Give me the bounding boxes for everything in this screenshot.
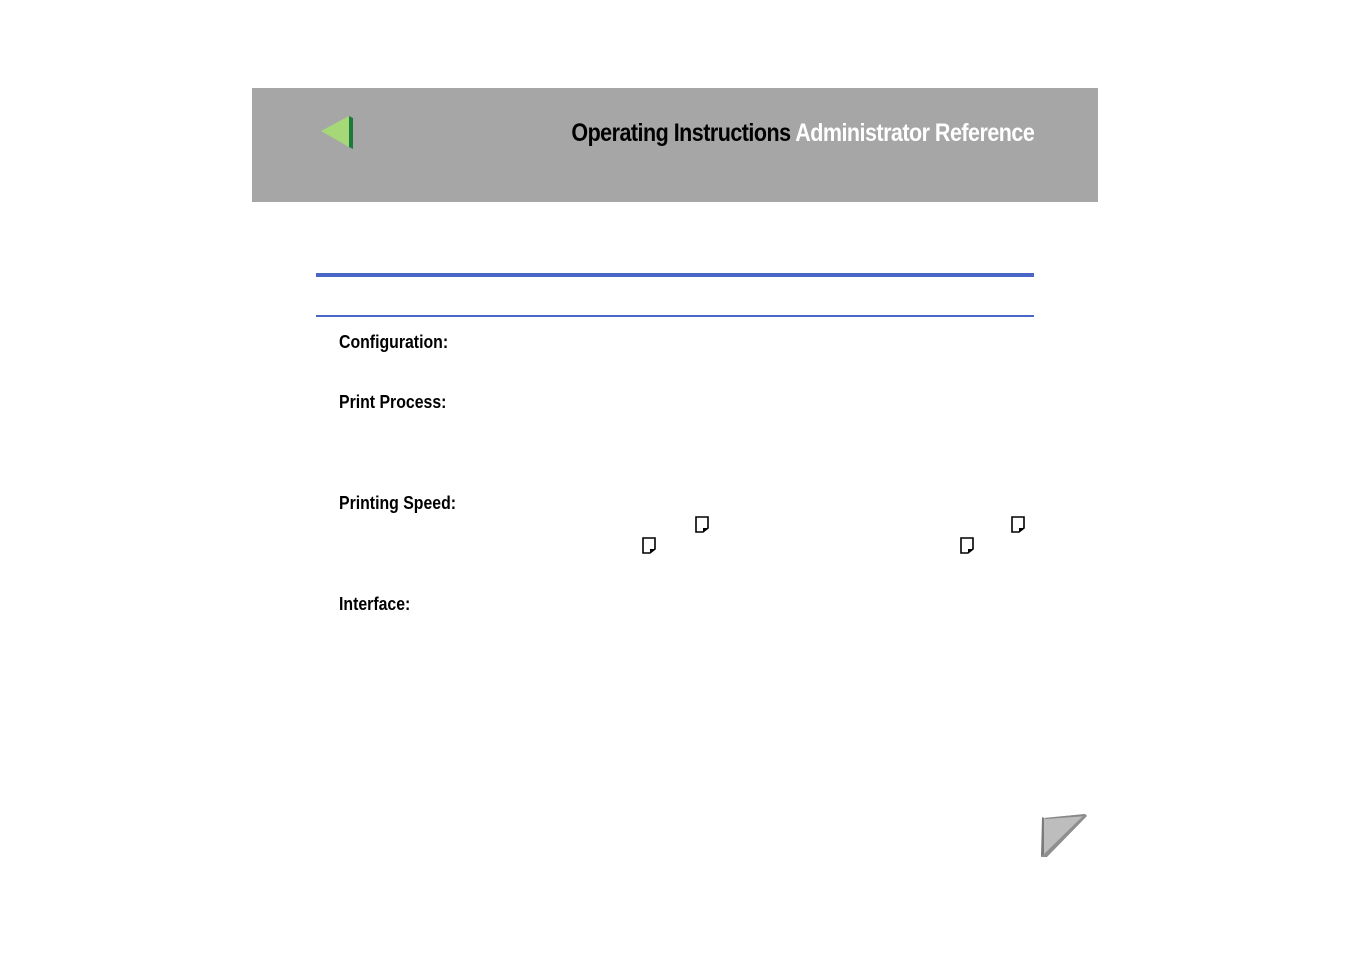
header-title xyxy=(571,119,1034,148)
section-rule-top xyxy=(316,273,1034,277)
page-curl-icon[interactable] xyxy=(1040,812,1089,858)
paper-portrait-icon xyxy=(695,516,709,533)
paper-portrait-icon xyxy=(642,537,656,554)
interface-label: Interface: xyxy=(339,594,411,614)
configuration-label: Configuration: xyxy=(339,332,449,352)
section-rule-bottom xyxy=(316,315,1034,317)
printing-speed-label: Printing Speed: xyxy=(339,493,457,513)
paper-portrait-icon xyxy=(1011,516,1025,533)
header-title-sub: Administrator Reference xyxy=(794,119,1034,147)
print-process-label: Print Process: xyxy=(339,392,447,412)
header-title-main: Operating Instructions xyxy=(571,119,791,147)
paper-portrait-icon xyxy=(960,537,974,554)
back-arrow-icon[interactable] xyxy=(320,115,354,149)
